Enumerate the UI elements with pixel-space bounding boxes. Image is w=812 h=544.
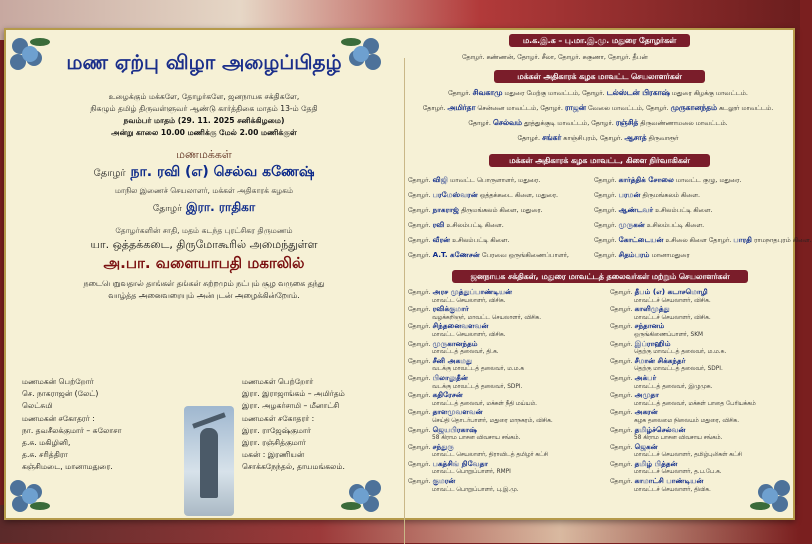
comrade-designation: வடக்கு மாவட்டத் தலைவர், SDPI. — [432, 383, 523, 390]
bride-name-text: இரா. ராதிகா — [185, 200, 256, 214]
comrade-name: வீரன் — [432, 235, 451, 244]
comrade-name: விஜி — [432, 175, 449, 184]
comrade-prefix: தோழர். — [594, 176, 619, 184]
groom-family-line: லெட்சுமி — [22, 401, 53, 411]
comrade-designation: மாவட்ட பொறுப்பாளர், RMPI — [432, 469, 511, 476]
venue-hall: அ.பா. வளையாபதி மகாலில் — [103, 254, 305, 272]
comrade-name: சந்துரு — [432, 441, 455, 451]
bride-family-line: இரா. இராஜாங்கம் – அமிர்தம் — [242, 389, 345, 399]
comrade-prefix: தோழர். — [408, 373, 433, 382]
comrade-prefix: தோழர். — [599, 134, 625, 142]
comrade-designation: மாவட்டத் தலைவர், மக்கள் பாதை பேரியக்கம் — [634, 400, 756, 407]
bride-name — [14, 200, 394, 216]
comrade-entry — [594, 247, 789, 262]
comrade-entry — [594, 232, 812, 247]
comrade-prefix: தோழர். — [594, 206, 619, 214]
comrade-prefix: தோழர். — [610, 288, 635, 296]
comrade-entry — [408, 202, 598, 217]
comrade-designation: தெற்கு மாவட்டத் தலைவர், ம.ம.க. — [634, 349, 727, 356]
comrade-prefix: தோழர். — [540, 104, 565, 112]
couple-heading: மணமக்கள் — [176, 148, 232, 161]
comrade-entry — [610, 357, 790, 374]
comrade-entry — [408, 460, 608, 477]
comrade-prefix: தோழர். — [708, 236, 734, 244]
comrade-designation: மாவட்டத் தலைவர், தி.க. — [432, 349, 499, 356]
comrade-designation: மாவட்ட செயலாளர், விசிக. — [432, 331, 506, 338]
comrade-name: அரச முத்துப்பாண்டியன் — [432, 287, 513, 296]
comrade-name: சிந்தனைவளவன் — [432, 321, 489, 331]
comrade-designation: திருவண்ணாமலை மாவட்டம். — [638, 119, 728, 127]
comrade-prefix: தோழர். — [517, 134, 543, 142]
comrade-name: காளிமுத்து — [634, 304, 670, 314]
comrade-prefix: தோழர். — [594, 236, 619, 244]
comrade-designation: மாவட்டத் தலைவர், மக்கள் நீதி மய்யம். — [432, 400, 537, 407]
comrade-entry — [408, 443, 608, 460]
bride-family-line: மகன் : இரணியன் — [242, 450, 305, 460]
comrade-prefix: தோழர். — [646, 104, 671, 112]
comrade-prefix: தோழர். — [408, 322, 433, 331]
comrade-name: குமரன் — [432, 476, 456, 486]
comrade-name: தீபம் (எ) கடாசமொழி — [634, 287, 708, 296]
comrade-name: பரமன் — [618, 190, 641, 199]
comrade-name: பாரதி — [733, 235, 753, 244]
comrade-designation: மாவட்ட பொறுப்பாளர், பு.இ.மு. — [432, 486, 519, 493]
comrade-designation: திருவாரூர் — [646, 134, 679, 142]
district-branch-left-list — [408, 172, 598, 262]
comrade-entry — [610, 322, 790, 339]
comrade-prefix: தோழர். — [408, 305, 433, 314]
comrade-designation: உசிலம்பட்டி கிளை. — [644, 221, 705, 229]
comrade-entry — [610, 340, 790, 357]
comrade-entry — [408, 477, 608, 494]
comrade-entry — [610, 408, 790, 425]
comrade-prefix: தோழர். — [610, 322, 635, 331]
comrade-name: ஆசாத் — [624, 133, 647, 142]
comrade-designation: மாவட்டச் செயலாளர், தமிழ்புலிகள் கட்சி — [634, 452, 743, 459]
comrade-designation: வடக்கு மாவட்டத் தலைவர், ம.ம.க — [432, 366, 524, 373]
comrade-prefix: தோழர். — [594, 191, 619, 199]
bride-prefix: தோழர் — [152, 204, 182, 214]
comrade-entry — [610, 426, 790, 443]
comrade-prefix: தோழர். — [408, 425, 433, 434]
comrade-designation: வேலை மாவட்டம், — [585, 104, 646, 112]
comrade-designation: உசிலம்பட்டி கிளை. — [450, 236, 510, 244]
comrade-prefix: தோழர். — [408, 206, 433, 214]
comrade-entry — [610, 374, 790, 391]
comrade-prefix: தோழர். — [408, 356, 433, 365]
district-secretary-line — [404, 103, 792, 113]
comrade-entry — [610, 288, 790, 305]
comrade-entry — [408, 408, 608, 425]
intro-line-2: நிகழும் தமிழ் திருவள்ளுவர் ஆண்டு கார்த்திகை மாதம் 13-ம் தேதி — [90, 104, 318, 113]
comrade-designation: மதுரை கிழக்கு மாவட்டம். — [669, 89, 748, 97]
comrade-name: காமாட்சி பாண்டியன் — [634, 476, 704, 486]
comrade-designation: வழக்கறிஞர், மாவட்ட செயலாளர், விசிக. — [432, 314, 542, 321]
comrade-designation: காஞ்சிபுரம், — [561, 134, 600, 142]
comrade-designation: செய்தி தொடர்பாளர், மதுரை மாநகரம், விசிக. — [432, 417, 553, 424]
comrade-name: பகத்சிங் நிவேதா — [432, 458, 489, 468]
comrade-name: ஜெயபிரகாஷ் — [432, 424, 478, 434]
comrade-prefix: தோழர். — [408, 339, 433, 348]
intro-line-1: உழைக்கும் மக்களே, தோழர்களே, ஜனநாயக சக்திகளே, — [108, 92, 300, 101]
comrade-name: தமிழ் பித்தன் — [634, 458, 678, 468]
comrade-prefix: தோழர். — [610, 305, 635, 314]
comrade-prefix: தோழர். — [448, 89, 473, 97]
comrade-designation: கடலூர் மாவட்டம். — [716, 104, 774, 112]
comrade-name: ராஜன் — [564, 103, 586, 112]
comrade-prefix: தோழர். — [594, 251, 619, 259]
bride-family-line: இரா. ராஜேஷ்குமார் — [242, 425, 311, 435]
groom-family-line: த.சு. மகிழினி, — [22, 438, 71, 448]
comrade-name: டல்ஸ்டன் பிரகாஷ் — [606, 88, 670, 97]
invitation-left-column — [14, 30, 394, 514]
comrade-name: பரமேஸ்வரன் — [432, 190, 478, 199]
comrade-prefix: தோழர். — [408, 442, 433, 451]
comrade-prefix: தோழர். — [468, 119, 493, 127]
comrade-name: ரஞ்சித் — [615, 118, 639, 127]
comrade-designation: மாவட்டச் செயலாளர், திவிக. — [634, 486, 711, 493]
comrade-prefix: தோழர். — [408, 191, 433, 199]
worker-statue-image — [184, 406, 234, 516]
comrade-designation: திருமங்கலம் கிளை. — [640, 191, 701, 199]
comrade-entry — [408, 217, 598, 232]
comrade-name: முருகானந்தம் — [432, 338, 478, 348]
comrade-entry — [408, 322, 608, 339]
groom-prefix: தோழர் — [93, 168, 126, 179]
comrade-entry — [594, 202, 789, 217]
comrade-prefix: தோழர். — [408, 251, 433, 259]
comrade-designation: சென்னை மாவட்டம், — [475, 104, 541, 112]
comrade-entry — [594, 187, 789, 202]
comrade-designation: மதுரை மேற்கு மாவட்டம், — [502, 89, 583, 97]
comrade-entry — [610, 477, 790, 494]
comrade-name: முருகானந்தம் — [670, 103, 717, 112]
comrade-name: ரவி — [432, 220, 445, 229]
intro-date-line: நவம்பர் மாதம் (29. 11. 2025 சனிக்கிழமை) — [123, 116, 285, 125]
democratic-forces-right-list — [610, 288, 790, 494]
intro-time-line: அன்று காலை 10.00 மணிக்கு மேல் 2.00 மணிக்குள் — [111, 128, 297, 137]
district-secretary-line — [404, 88, 792, 98]
comrade-designation: ராமநாதபுரம் கிளை. — [752, 236, 812, 244]
groom-name — [14, 164, 394, 182]
comrade-designation: மாவட்டச் செயலாளர், விசிக. — [634, 297, 711, 304]
invitation-title: மண ஏற்பு விழா அழைப்பிதழ் — [66, 50, 342, 74]
groom-family-line: மணமகன் சகோதரர் : — [22, 413, 95, 423]
comrade-designation: மாவட்டச் செயலாளர், விசிக. — [634, 314, 711, 321]
comrade-prefix: தோழர். — [408, 288, 433, 296]
comrade-designation: உசிலை கிளை — [663, 236, 709, 244]
section-header-democratic-forces: ஜனநாயக சக்திகள், மதுரை மாவட்டத் தலைவர்கள் மற்றும் செயலாளர்கள் — [452, 270, 748, 283]
comrade-prefix: தோழர். — [594, 221, 619, 229]
comrade-name: தமிழ்ச்செல்வன் — [634, 424, 686, 434]
comrade-entry — [408, 288, 608, 305]
comrade-prefix: தோழர். — [408, 236, 433, 244]
invitation-right-column — [404, 30, 812, 514]
comrade-designation: மாவட்ட குழு, மதுரை. — [673, 176, 742, 184]
district-branch-right-list — [594, 172, 812, 262]
comrade-prefix: தோழர். — [408, 391, 433, 400]
comrade-name: அமிர்தா — [447, 103, 476, 112]
comrade-name: கதிரேசன் — [432, 390, 463, 400]
comrade-name: ஜெகன் — [634, 441, 658, 451]
comrade-designation: 58 கிராம பாசன விவசாய சங்கம். — [634, 435, 723, 442]
comrade-prefix: தோழர். — [610, 477, 635, 486]
comrade-designation: தெற்கு மாவட்டத் தலைவர், SDPI. — [634, 366, 723, 373]
comrade-name: தாளமுவளவன் — [432, 407, 483, 417]
comrade-entry — [408, 247, 598, 262]
comrade-name: A.T. கணேசன் — [432, 250, 480, 259]
comrade-prefix: தோழர். — [610, 425, 635, 434]
comrade-name: சீனி அகமது — [432, 355, 473, 365]
comrade-designation: 58 கிராம பாசன விவசாய சங்கம். — [432, 435, 521, 442]
comrade-designation: மாவட்டத் தலைவர், இழுமுக. — [634, 383, 713, 390]
comrade-designation: உசிலம்பட்டி கிளை. — [653, 206, 713, 214]
comrade-entry — [594, 172, 789, 187]
comrade-entry — [610, 305, 790, 322]
comrade-prefix: தோழர். — [591, 119, 616, 127]
comrade-prefix: தோழர். — [610, 391, 635, 400]
invite-line-1: நடைபெறுவதால் தாங்கள் தங்கள் சுற்றமும் நட்பும் சூழ வருகை தந்து — [83, 279, 325, 288]
comrade-name: கார்த்திக் சோலை — [618, 175, 674, 184]
comrade-designation: பேரவை ஒருங்கிணைப்பாளர், — [479, 251, 569, 259]
bride-family-line: சொக்கநேந்தல், தாயமங்கலம். — [242, 462, 345, 472]
comrade-prefix: தோழர். — [422, 104, 448, 112]
comrade-designation: ஒத்தக்கடை கிளை, மதுரை. — [477, 191, 559, 199]
comrade-name: அக்பர் — [634, 372, 657, 382]
comrade-designation: மாவட்ட செயலாளர், திராவிடத் தமிழர் கட்சி — [432, 452, 549, 459]
comrade-entry — [610, 391, 790, 408]
comrade-entry — [408, 426, 608, 443]
comrade-name: நாகராஜ் — [432, 205, 460, 214]
comrade-entry — [594, 217, 789, 232]
district-secretary-line — [404, 133, 792, 143]
comrade-name: அமுதா — [634, 390, 659, 400]
mkik-comrades-line: தோழர். கண்ணன், தோழர். சீலா, தோழர். சுகுணா, தோழர். தீபன் — [462, 53, 648, 61]
comrade-entry — [610, 460, 790, 477]
invite-message — [44, 278, 364, 302]
comrade-name: சீமான் சிக்கந்தர் — [634, 355, 686, 365]
comrade-designation: தூத்துக்குடி மாவட்டம், — [521, 119, 592, 127]
comrade-name: சிவகாமு — [472, 88, 503, 97]
venue-intro: தோழர்களின் சாதி, மதம் கடந்த புரட்சிகர திருமணம் — [115, 226, 293, 235]
groom-family-line: மணமகன் பெற்றோர் — [22, 377, 94, 386]
comrade-name: பிலாலுதீன் — [432, 372, 468, 382]
bride-family-line: இரா. அழகர்சாமி – மீனாட்சி — [242, 401, 340, 411]
comrade-prefix: தோழர். — [610, 356, 635, 365]
comrade-name: கோட்டையன் — [618, 235, 664, 244]
comrade-name: சங்கர் — [542, 133, 562, 142]
comrade-name: ஆண்டவர் — [618, 205, 654, 214]
comrade-prefix: தோழர். — [582, 89, 607, 97]
comrade-entry — [408, 172, 598, 187]
bride-family-line: மணமகள் சகோதரர் : — [242, 413, 315, 423]
comrade-entry — [408, 374, 608, 391]
comrade-name: அகரன் — [634, 407, 658, 417]
comrade-name: சிதம்பரம் — [618, 250, 650, 259]
comrade-entry — [408, 232, 598, 247]
democratic-forces-left-list — [408, 288, 608, 494]
section-header-mkik: ம.க.இ.க – பு.மா.இ.மு. மதுரை தோழர்கள் — [509, 34, 690, 47]
comrade-prefix: தோழர். — [408, 477, 433, 486]
comrade-name: சந்தானம் — [634, 321, 665, 331]
comrade-entry — [408, 357, 608, 374]
comrade-entry — [408, 340, 608, 357]
comrade-name: முருகன் — [618, 220, 645, 229]
comrade-prefix: தோழர். — [408, 221, 433, 229]
section-header-district-secretaries: மக்கள் அதிகாரக் கழக மாவட்ட செயலாளர்கள் — [494, 70, 705, 83]
bride-family-line: மணமகள் பெற்றோர் — [242, 377, 314, 386]
groom-designation: மாநில இணைச் செயலாளர், மக்கள் அதிகாரக் கழகம் — [115, 186, 293, 195]
comrade-entry — [408, 391, 608, 408]
comrade-prefix: தோழர். — [610, 373, 635, 382]
comrade-designation: திருமங்கலம் கிளை, மதுரை. — [459, 206, 543, 214]
section-header-district-branch: மக்கள் அதிகாரக் கழக மாவட்ட, கிளை நிர்வாகிகள் — [489, 154, 710, 167]
comrade-designation: மாவட்ட பொருளாளர், மதுரை. — [448, 176, 541, 184]
comrade-entry — [610, 443, 790, 460]
comrade-prefix: தோழர். — [408, 176, 433, 184]
groom-family-line: செ. நாகராஜன் (லேட்) — [22, 389, 99, 399]
comrade-prefix: தோழர். — [610, 408, 635, 417]
comrade-name: ரவிக்குமார் — [432, 304, 469, 314]
comrade-entry — [408, 187, 598, 202]
comrade-name: செல்வம் — [492, 118, 522, 127]
groom-family-line: த.சு. சரித்திரா — [22, 450, 68, 460]
comrade-designation: மானாமதுரை — [649, 251, 690, 259]
groom-name-text: நா. ரவி (எ) செல்வ கணேஷ் — [130, 164, 315, 180]
comrade-designation: கழக தலைமை நிலையம் மதுரை, விசிக. — [634, 417, 740, 424]
groom-family-line: நா. தவசீலக்குமார் – சுலோசா — [22, 425, 122, 435]
comrade-prefix: தோழர். — [408, 459, 433, 468]
groom-family-list — [22, 376, 121, 474]
comrade-prefix: தோழர். — [408, 408, 433, 417]
groom-family-line: கஞ்சிமடை, மானாமதுரை. — [22, 462, 113, 472]
comrade-designation: ஒருங்கிணைப்பாளர், SKM — [634, 331, 704, 338]
comrade-prefix: தோழர். — [610, 459, 635, 468]
comrade-designation: மாவட்டச் செயலாளர், த.ப.பே.க. — [634, 469, 722, 476]
district-secretary-line — [404, 118, 792, 128]
comrade-entry — [408, 305, 608, 322]
comrade-designation: மாவட்ட செயலாளர், விசிக. — [432, 297, 506, 304]
venue-location: யா. ஒத்தக்கடை, திருமோகூரில் அமைந்துள்ள — [90, 238, 318, 251]
invite-line-2: வாழ்த்த அனைவரையும் அன்புடன் அழைக்கின்றோம். — [108, 291, 300, 300]
comrade-designation: உசிலம்பட்டி கிளை. — [444, 221, 504, 229]
comrade-name: இப்ராஹிம் — [634, 338, 671, 348]
bride-family-line: இரா. ரஞ்சித்குமார் — [242, 438, 306, 448]
comrade-prefix: தோழர். — [610, 442, 635, 451]
comrade-prefix: தோழர். — [610, 339, 635, 348]
bride-family-list — [242, 376, 345, 474]
